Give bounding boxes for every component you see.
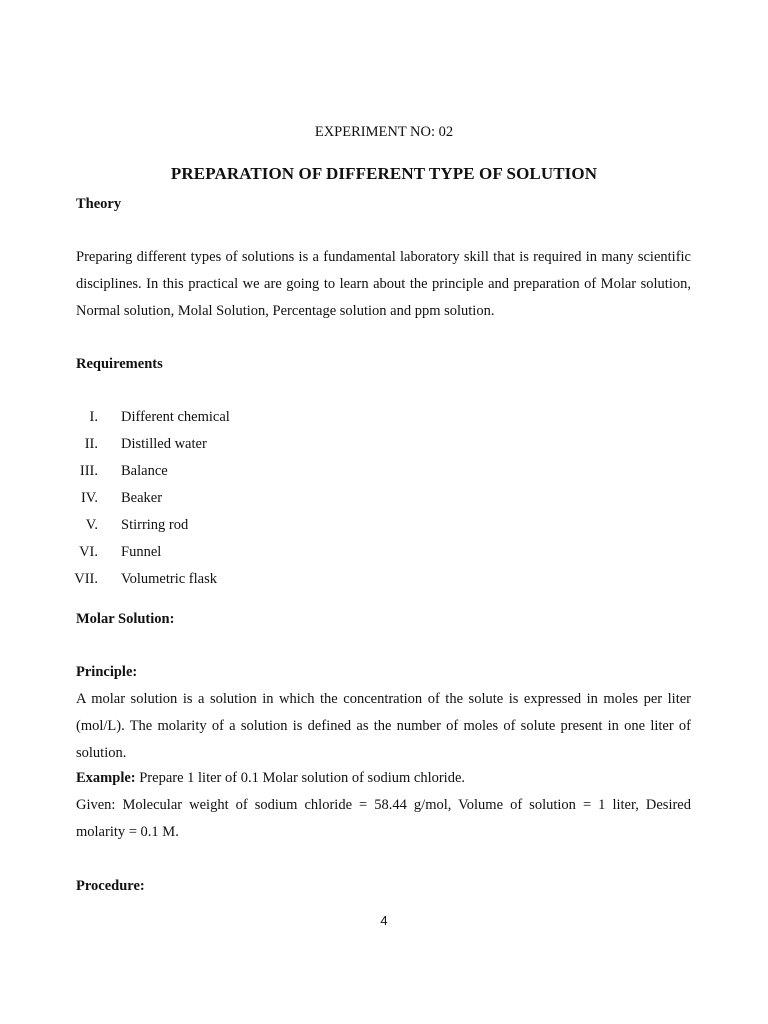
list-item xyxy=(0,517,400,537)
list-item xyxy=(0,490,400,510)
given-paragraph: Given: Molecular weight of sodium chloride = 58.44 g/mol, Volume of solution = 1 liter, Desired molarity = 0.1 M. xyxy=(76,797,691,840)
list-item-label: Volumetric flask xyxy=(121,571,217,587)
list-item-label: Distilled water xyxy=(121,436,207,452)
principle-heading: Principle: xyxy=(76,664,138,680)
experiment-number: EXPERIMENT NO: 02 xyxy=(314,124,454,140)
example-text: Prepare 1 liter of 0.1 Molar solution of sodium chloride. xyxy=(135,770,466,786)
list-item xyxy=(0,436,400,456)
page-number: 4 xyxy=(380,913,388,928)
theory-heading: Theory xyxy=(76,196,122,212)
list-item-label: Beaker xyxy=(121,490,163,506)
example-line xyxy=(76,770,691,787)
list-item-number: VI. xyxy=(79,544,98,560)
list-item-number: VII. xyxy=(74,571,98,587)
list-item-label: Funnel xyxy=(121,544,162,560)
list-item xyxy=(0,571,400,591)
list-item-number: III. xyxy=(79,463,98,479)
list-item-number: I. xyxy=(89,409,98,425)
document-title: PREPARATION OF DIFFERENT TYPE OF SOLUTION xyxy=(170,164,598,183)
list-item xyxy=(0,409,400,429)
list-item-label: Balance xyxy=(121,463,168,479)
list-item-number: II. xyxy=(84,436,98,452)
requirements-heading: Requirements xyxy=(76,356,163,372)
example-label: Example: xyxy=(76,770,136,786)
theory-paragraph: Preparing different types of solutions is a fundamental laboratory skill that is required in many scientific disciplines. In this practical we are going to learn about the principle and preparation of Molar solution, Normal solution, Molal Solution, Percentage solution and ppm solution. xyxy=(76,249,691,319)
list-item-label: Different chemical xyxy=(121,409,230,425)
list-item-number: IV. xyxy=(80,490,98,506)
procedure-heading: Procedure: xyxy=(76,878,145,894)
list-item xyxy=(0,544,400,564)
list-item xyxy=(0,463,400,483)
list-item-label: Stirring rod xyxy=(121,517,189,533)
principle-paragraph: A molar solution is a solution in which the concentration of the solute is expressed in moles per liter (mol/L). The molarity of a solution is defined as the number of moles of solute present in one liter of solution. xyxy=(76,691,691,761)
list-item-number: V. xyxy=(85,517,98,533)
molar-solution-heading: Molar Solution: xyxy=(76,611,175,627)
